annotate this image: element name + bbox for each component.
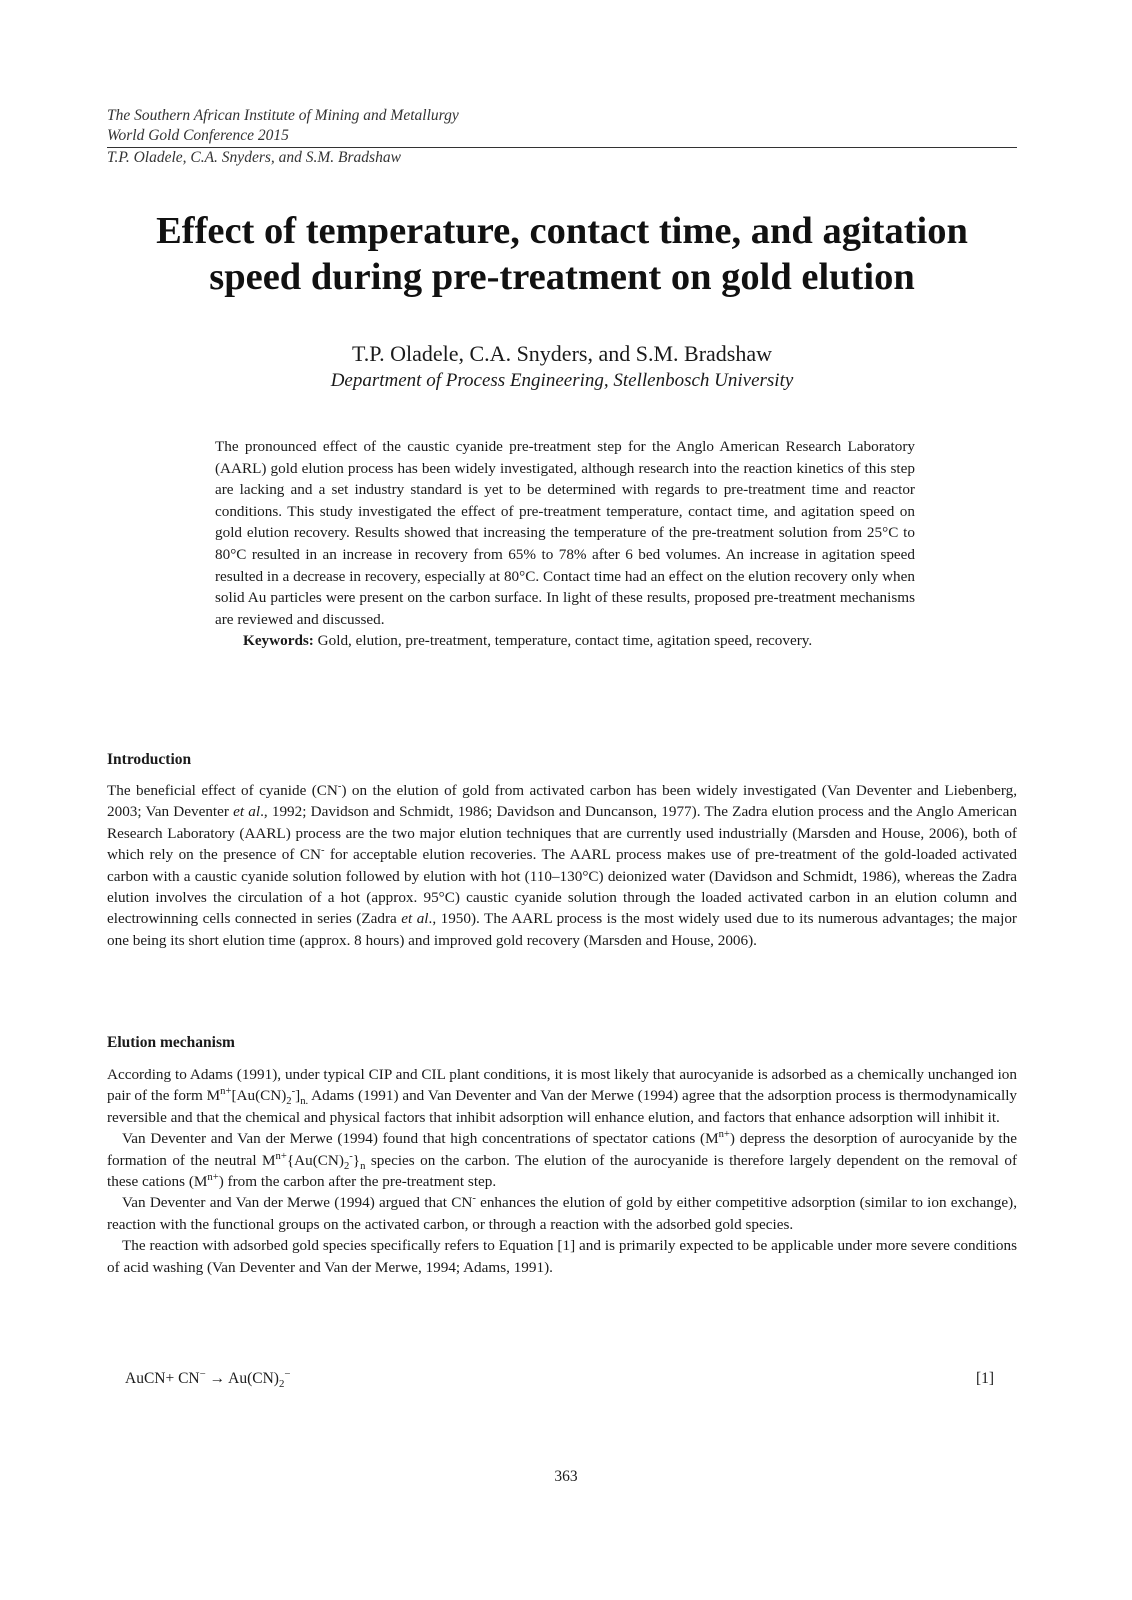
elution-paragraph-4: The reaction with adsorbed gold species specifically refers to Equation [1] and is primarily expected to be applicable under more severe conditions of acid washing (Van Deventer and Van der Merwe, 1994; Adams, 1991). [107,1237,1017,1276]
introduction-heading: Introduction [107,751,192,768]
page-number: 363 [554,1468,578,1485]
elution-paragraph-1: According to Adams (1991), under typical CIP and CIL plant conditions, it is most likely that aurocyanide is adsorbed as a chemically unchanged ion pair of the form $M^{n+}[Au(CN)_2^-]_{n.}$ Adams (1991) and Van Deventer and Van der Merwe (1994) agree that the adsorption process is thermodynamically reversible and that the chemical and physical factors that inhibit adsorption will enhance elution, and factors that enhance adsorption will inhibit it. [107,1066,1018,1126]
paper-title: Effect of temperature, contact time, and agitation speed during pre-treatment on gold elution [156,210,968,298]
paper-authors: T.P. Oladele, C.A. Snyders, and S.M. Bradshaw [352,341,772,366]
keywords-list: Gold, elution, pre-treatment, temperature, contact time, agitation speed, recovery. [317,632,813,650]
paper-affiliation: Department of Process Engineering, Stellenbosch University [330,370,794,391]
header-conference: World Gold Conference 2015 [107,127,289,144]
equation-1: AuCN+ $CN^- \to Au(CN)_2^-$ [125,1367,291,1391]
introduction-paragraph: The beneficial effect of cyanide (CN-) on the elution of gold from activated carbon has been widely investigated (Van Deventer and Liebenberg, 2003; Van Deventer et al., 1992; Davidson and Schmidt, 1986; Davidson and Duncanson, 1977). The Zadra elution process and the Anglo American Research Laboratory (AARL) process are the two major elution techniques that are currently used industrially (Marsden and House, 2006), both of which rely on the presence of CN- for acceptable elution recoveries. The AARL process makes use of pre-treatment of the gold-loaded activated carbon with a caustic cyanide solution followed by elution with hot (110–130°C) deionized water (Davidson and Schmidt, 1986), whereas the Zadra elution involves the circulation of a hot (approx. 95°C) caustic cyanide solution through the loaded activated carbon in an elution column and electrowinning cells connected in series (Zadra et al., 1950). The AARL process is the most widely used due to its numerous advantages; the major one being its short elution time (approx. 8 hours) and improved gold recovery (Marsden and House, 2006). [107,780,1017,949]
elution-mechanism-heading: Elution mechanism [107,1034,235,1051]
header-authors: T.P. Oladele, C.A. Snyders, and S.M. Bradshaw [107,149,401,166]
elution-paragraph-3: Van Deventer and Van der Merwe (1994) argued that CN- enhances the elution of gold by either competitive adsorption (similar to ion exchange), reaction with the functional groups on the activated carbon, or through a reaction with the adsorbed gold species. [107,1193,1017,1233]
abstract [215,436,915,652]
keywords [215,630,915,652]
elution-mechanism-body [107,1064,1017,1278]
running-header [107,106,1017,168]
introduction-body [107,780,1017,951]
abstract-text: The pronounced effect of the caustic cyanide pre-treatment step for the Anglo American Research Laboratory (AARL) gold elution process has been widely investigated, although research into the reaction kinetics of this step are lacking and a set industry standard is yet to be determined with regards to pre-treatment time and reactor conditions. This study investigated the effect of pre-treatment temperature, contact time, and agitation speed on gold elution recovery. Results showed that increasing the temperature of the pre-treatment solution from 25°C to 80°C resulted in an increase in recovery from 65% to 78% after 6 bed volumes. An increase in agitation speed resulted in a decrease in recovery, especially at 80°C. Contact time had an effect on the elution recovery only when solid Au particles were present on the carbon surface. In light of these results, proposed pre-treatment mechanisms are reviewed and discussed. [215,438,915,628]
equation-number: [1] [976,1370,995,1387]
elution-paragraph-2: Van Deventer and Van der Merwe (1994) found that high concentrations of spectator cations $(M^{n+})$ depress the desorption of aurocyanide by the formation of the neutral $M^{n+}\{Au(CN)_2^-\}_n$ species on the carbon. The elution of the aurocyanide is therefore largely dependent on the removal of these cations $(M^{n+})$ from the carbon after the pre-treatment step. [107,1129,1017,1191]
keywords-label: Keywords: [243,632,314,650]
header-institute: The Southern African Institute of Mining and Metallurgy [107,107,459,124]
